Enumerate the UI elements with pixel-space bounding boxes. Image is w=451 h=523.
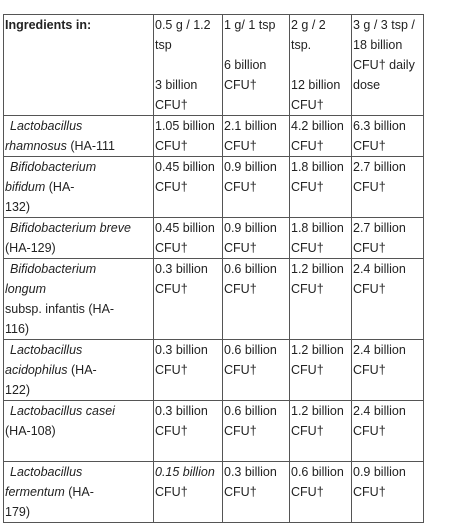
dose-amount: 4.2 billion — [291, 119, 344, 133]
ingredient-name-line — [5, 136, 152, 156]
ingredient-strain-line: 116) — [5, 322, 30, 336]
dose-value-cell — [154, 218, 223, 259]
dose-amount: 1.2 billion — [291, 343, 344, 357]
dose-amount: 2.7 billion — [353, 160, 406, 174]
dose-unit: CFU† — [224, 282, 257, 296]
header-ingredients-text: Ingredients in: — [5, 18, 92, 32]
ingredient-cell — [4, 157, 154, 218]
ingredient-strain-line: 132) — [5, 200, 31, 214]
ingredient-name: Bifidobacterium — [10, 160, 97, 174]
dose-value-cell — [352, 340, 424, 401]
dose-amount: 0.6 billion — [224, 262, 277, 276]
dose-value-cell — [223, 157, 290, 218]
dose-unit: CFU† — [353, 139, 386, 153]
dose-amount: 0.15 billion — [155, 465, 215, 479]
ingredient-name-line — [5, 462, 152, 482]
dose-unit: CFU† — [291, 485, 324, 499]
header-dose-line: tsp. — [291, 38, 312, 52]
dose-unit: CFU† — [353, 180, 386, 194]
dose-value-cell — [352, 462, 424, 523]
header-dose-line: CFU† — [291, 98, 324, 112]
dose-value-cell — [154, 157, 223, 218]
dose-amount: 1.2 billion — [291, 404, 344, 418]
ingredient-name: Lactobacillus casei — [10, 404, 115, 418]
ingredient-name-line — [5, 157, 152, 177]
dose-amount: 0.3 billion — [155, 404, 208, 418]
dose-value-cell — [352, 116, 424, 157]
dose-unit: CFU† — [155, 241, 188, 255]
ingredient-name: Bifidobacterium — [10, 262, 97, 276]
dose-unit: CFU† — [155, 363, 188, 377]
ingredient-cell — [4, 116, 154, 157]
header-dose-line: dose — [353, 78, 381, 92]
dose-amount: 1.8 billion — [291, 221, 344, 235]
ingredient-strain-line — [5, 441, 152, 461]
dose-unit: CFU† — [353, 363, 386, 377]
ingredient-cell — [4, 218, 154, 259]
dose-amount: 0.6 billion — [291, 465, 344, 479]
header-dose-line: 3 g / 3 tsp / — [353, 18, 415, 32]
dose-value-cell — [154, 340, 223, 401]
header-dose-line: 0.5 g / 1.2 — [155, 18, 211, 32]
ingredient-name-line — [5, 482, 152, 502]
dose-amount: 2.7 billion — [353, 221, 406, 235]
dose-amount: 2.1 billion — [224, 119, 277, 133]
dose-value-cell — [352, 218, 424, 259]
table-row — [4, 259, 424, 340]
dose-unit: CFU† — [155, 180, 188, 194]
dose-value-cell — [352, 259, 424, 340]
header-ingredients-label — [4, 15, 154, 116]
dose-unit: CFU† — [224, 363, 257, 377]
dose-amount: 0.45 billion — [155, 160, 215, 174]
ingredient-cell — [4, 462, 154, 523]
dose-value-cell — [154, 116, 223, 157]
dose-value-cell — [352, 401, 424, 462]
dose-unit: CFU† — [155, 282, 188, 296]
ingredients-table-body — [4, 15, 424, 523]
dose-unit: CFU† — [353, 282, 386, 296]
header-dose-4 — [352, 15, 424, 116]
dose-amount: 0.3 billion — [155, 262, 208, 276]
ingredient-strain: (HA-111 — [66, 139, 116, 153]
ingredient-name: Lactobacillus — [10, 343, 83, 357]
ingredient-name-line — [5, 116, 152, 136]
ingredient-name-line — [5, 177, 152, 197]
ingredient-strain-line: (HA-108) — [5, 424, 56, 438]
ingredient-strain: (HA- — [67, 363, 97, 377]
dose-value-cell — [290, 218, 352, 259]
table-row — [4, 116, 424, 157]
dose-unit: CFU† — [291, 139, 324, 153]
dose-unit: CFU† — [224, 180, 257, 194]
header-row — [4, 15, 424, 116]
dose-value-cell — [223, 401, 290, 462]
ingredient-cell — [4, 401, 154, 462]
ingredient-strain-line: 122) — [5, 383, 31, 397]
ingredient-strain-line: (HA-129) — [5, 241, 56, 255]
dose-amount: 1.2 billion — [291, 262, 344, 276]
ingredient-name-line — [5, 279, 152, 299]
header-dose-1 — [154, 15, 223, 116]
table-row — [4, 462, 424, 523]
dose-unit: CFU† — [291, 424, 324, 438]
dose-unit: CFU† — [291, 363, 324, 377]
dose-amount: 0.3 billion — [224, 465, 277, 479]
dose-unit: CFU† — [291, 282, 324, 296]
dose-amount: 0.9 billion — [224, 160, 277, 174]
dose-value-cell — [223, 340, 290, 401]
header-dose-line: 2 g / 2 — [291, 18, 326, 32]
table-row — [4, 401, 424, 462]
dose-value-cell — [223, 259, 290, 340]
dose-value-cell — [223, 116, 290, 157]
ingredient-name-line — [5, 340, 152, 360]
dose-value-cell — [223, 462, 290, 523]
dose-value-cell — [154, 259, 223, 340]
header-dose-line — [224, 35, 288, 55]
table-row — [4, 218, 424, 259]
dose-unit: CFU† — [155, 424, 188, 438]
table-row — [4, 157, 424, 218]
header-dose-line: tsp — [155, 38, 172, 52]
dose-value-cell — [352, 157, 424, 218]
dose-unit: CFU† — [224, 424, 257, 438]
ingredient-name: Lactobacillus — [10, 465, 83, 479]
ingredient-name: rhamnosus — [5, 139, 67, 153]
dose-value-cell — [290, 259, 352, 340]
ingredient-name: acidophilus — [5, 363, 68, 377]
dose-value-cell — [223, 218, 290, 259]
dose-value-cell — [290, 401, 352, 462]
ingredient-name: Bifidobacterium breve — [10, 221, 131, 235]
header-dose-line: 1 g/ 1 tsp — [224, 18, 276, 32]
header-dose-line: CFU† — [224, 78, 257, 92]
header-dose-2 — [223, 15, 290, 116]
dose-amount: 1.8 billion — [291, 160, 344, 174]
dose-amount: 0.6 billion — [224, 343, 277, 357]
dose-amount: 1.05 billion — [155, 119, 215, 133]
dose-value-cell — [154, 462, 223, 523]
dose-amount: 0.6 billion — [224, 404, 277, 418]
dose-unit: CFU† — [155, 139, 188, 153]
dose-unit: CFU† — [353, 241, 386, 255]
ingredient-name-line — [5, 218, 152, 238]
dose-amount: 2.4 billion — [353, 404, 406, 418]
ingredient-strain-line: subsp. infantis (HA- — [5, 302, 115, 316]
ingredients-table — [3, 14, 424, 523]
ingredient-name: fermentum — [5, 485, 65, 499]
dose-value-cell — [290, 340, 352, 401]
dose-amount: 0.3 billion — [155, 343, 208, 357]
ingredient-name: longum — [5, 282, 46, 296]
dose-unit: CFU† — [353, 485, 386, 499]
dose-amount: 0.9 billion — [353, 465, 406, 479]
dose-value-cell — [290, 462, 352, 523]
header-dose-line — [155, 55, 221, 75]
header-dose-line: 6 billion — [224, 58, 267, 72]
ingredient-name: bifidum — [5, 180, 46, 194]
dose-unit: CFU† — [224, 241, 257, 255]
ingredient-name-line — [5, 401, 152, 421]
dose-amount: 0.9 billion — [224, 221, 277, 235]
dose-value-cell — [290, 157, 352, 218]
ingredient-cell — [4, 259, 154, 340]
dose-unit: CFU† — [291, 241, 324, 255]
ingredient-name-line — [5, 259, 152, 279]
ingredient-strain: (HA- — [45, 180, 75, 194]
header-dose-3 — [290, 15, 352, 116]
dose-amount: 6.3 billion — [353, 119, 406, 133]
header-dose-line: 3 billion — [155, 78, 198, 92]
ingredient-name-line — [5, 360, 152, 380]
header-dose-line — [291, 55, 350, 75]
header-dose-line: 12 billion — [291, 78, 341, 92]
dose-amount: 0.45 billion — [155, 221, 215, 235]
ingredient-strain-line: 179) — [5, 505, 31, 519]
ingredient-strain: (HA- — [64, 485, 94, 499]
header-dose-line: 18 billion — [353, 38, 403, 52]
dose-unit: CFU† — [353, 424, 386, 438]
table-row — [4, 340, 424, 401]
ingredient-name: Lactobacillus — [10, 119, 83, 133]
dose-value-cell — [154, 401, 223, 462]
header-dose-line: CFU† — [155, 98, 188, 112]
header-dose-line: CFU† daily — [353, 58, 415, 72]
dose-unit: CFU† — [291, 180, 324, 194]
dose-amount: 2.4 billion — [353, 262, 406, 276]
dose-unit: CFU† — [224, 139, 257, 153]
ingredient-cell — [4, 340, 154, 401]
dose-unit: CFU† — [155, 485, 188, 499]
dose-unit: CFU† — [224, 485, 257, 499]
dose-value-cell — [290, 116, 352, 157]
dose-amount: 2.4 billion — [353, 343, 406, 357]
